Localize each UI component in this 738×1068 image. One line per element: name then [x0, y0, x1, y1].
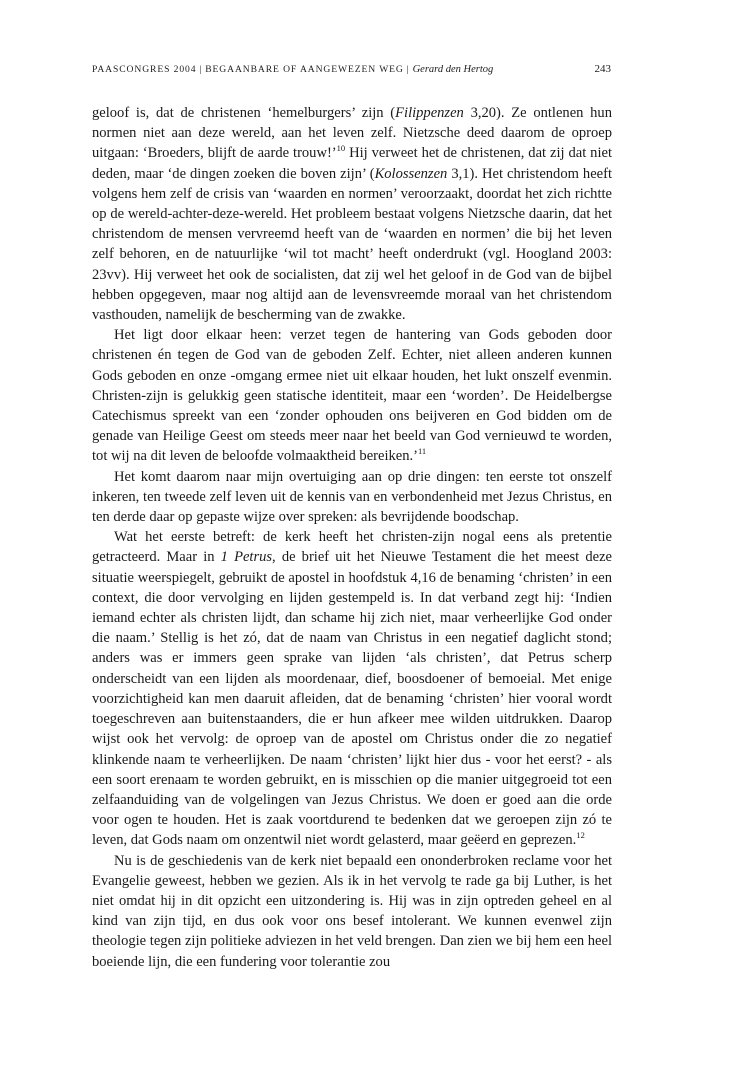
footnote-ref: 12: [576, 830, 585, 841]
page-number: 243: [594, 63, 611, 75]
paragraph: [92, 851, 612, 972]
running-head: [92, 64, 493, 75]
text-run: Wat het eerste betreft: de kerk heeft het christen-zijn nogal eens als pretentie getracteerd. Maar in: [92, 529, 612, 566]
text-run: geloof is, dat de christenen ‘hemelburgers’ zijn (: [92, 105, 396, 121]
paragraph: [92, 467, 612, 528]
text-run: Het komt daarom naar mijn overtuiging aan op drie dingen: ten eerste tot onszelf inkeren, ten tweede zelf leven uit de kennis van en verbondenheid met Jezus Christus, en ten derde daar op gepaste wijze over spreken: als bevrijdende boodschap.: [92, 468, 612, 526]
footnote-ref: 11: [417, 446, 427, 457]
text-run: 3,1). Het christendom heeft volgens hem zelf de crisis van ‘waarden en normen’ veroorzaakt, doordat het zich richtte op de wereld-achter-deze-wereld. Het probleem bestaat volgens Nietzsche daarin, dat het christendom de mensen vervreemd heeft van de ‘waarden en normen’ die bij het leven zelf behoren, en de natuurlijke ‘wil tot macht’ heeft onderdrukt (vgl. Hoogland 2003: 23vv). Hij verweet het ook de socialisten, dat zij wel het geloof in de God van de bijbel hebben opgegeven, maar nog altijd aan de levensvreemde moraal van het christendom vasthouden, namelijk de bescherming van de zwakke.: [92, 165, 612, 324]
running-author: Gerard den Hertog: [412, 64, 494, 75]
italic-text: Kolossenzen: [374, 165, 448, 182]
text-run: Het ligt door elkaar heen: verzet tegen de hantering van Gods geboden door christenen én tegen de God van de geboden Zelf. Echter, niet alleen anderen kunnen Gods geboden en onze -omgang ermee niet uit elkaar houden, het lukt onszelf evenmin. Christen-zijn is gelukkig geen statische identiteit, maar een ‘worden’. De Heidelbergse Catechismus spreekt van een ‘zonder ophouden ons beijveren en God bidden om de genade van Heilige Geest om steeds meer naar het beeld van God vernieuwd te worden, tot wij na dit leven de beloofde volmaaktheid bereiken.’: [92, 327, 612, 465]
footnote-ref: 10: [336, 143, 346, 154]
paragraph: [92, 325, 612, 466]
paragraph: [92, 103, 612, 325]
text-run: , de brief uit het Nieuwe Testament die het meest deze situatie weerspiegelt, gebruikt de apostel in hoofdstuk 4,16 de benaming ‘christen’ in een context, die door vervolging en lijden gestempeld is. In dat verband zegt hij: ‘Indien iemand echter als christen lijdt, dan schame hij zich niet, maar verheerlijke God onder die naam.’ Stellig is het zó, dat de naam van Christus in een negatief daglicht stond; anders was er immers geen sprake van lijden ‘als christen’, dat Petrus scherp onderscheidt van een lijden als moordenaar, dief, boosdoener of bemoeial. Met enige voorzichtigheid kan men daaruit afleiden, dat de benaming ‘christen’ hier vooral wordt toegeschreven aan buitenstaanders, die er hun afkeer mee wilden uitdrukken. Daarop wijst ook het vervolg: de oproep van de apostel om Christus onder die zo negatief klinkende naam te verheerlijken. De naam ‘christen’ lijkt hier dus - voor het eerst? - als een soort erenaam te worden gebruikt, en is misschien op die manier uitgegroeid tot een zelfaanduiding van de volgelingen van Jezus Christus. We doen er goed aan die orde voor ogen te houden. Het is zaak voortdurend te bedenken dat we geroepen zijn zó te leven, dat Gods naam om onzentwil niet wordt gelasterd, maar geëerd en geprezen.: [92, 549, 613, 849]
paragraph: [92, 527, 612, 850]
text-run: 3,20). Ze ontlenen hun normen niet aan deze wereld, aan het leven zelf. Nietzsche deed daarom de oproep uitgaan: ‘Broeders, blijft de aarde trouw!’: [92, 105, 612, 162]
header-separator: |: [406, 64, 410, 75]
header-separator: |: [199, 64, 203, 75]
running-header: [92, 63, 611, 75]
running-subtitle: BEGAANBARE OF AANGEWEZEN WEG: [205, 64, 404, 75]
italic-text: Filippenzen: [395, 105, 464, 121]
text-run: Hij verweet het de christenen, dat zij dat niet deden, maar ‘de dingen zoeken die boven zijn’ (: [92, 145, 612, 182]
body-text: [92, 103, 612, 972]
running-title: PAASCONGRES 2004: [92, 64, 197, 75]
italic-text: 1 Petrus: [220, 549, 273, 566]
text-run: Nu is de geschiedenis van de kerk niet bepaald een ononderbroken reclame voor het Evangelie geweest, hebben we gezien. Als ik in het vervolg te rade ga bij Luther, is het niet omdat hij in dit opzicht een uitzondering is. Hij was in zijn optreden geheel en al kind van zijn tijd, en dus ook voor ons besef intolerant. We kunnen evenwel zijn theologie tegen zijn politieke adviezen in het veld brengen. Dan zien we bij hem een heel boeiende lijn, die een fundering voor tolerantie zou: [92, 852, 612, 970]
